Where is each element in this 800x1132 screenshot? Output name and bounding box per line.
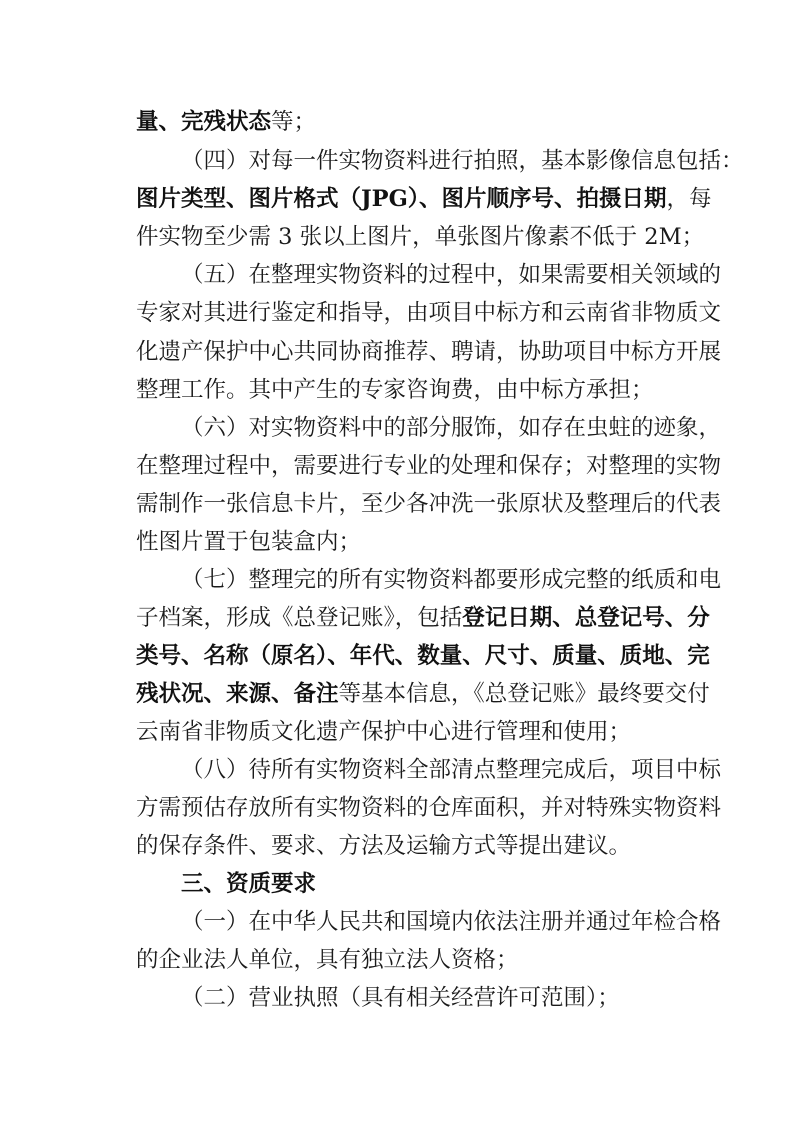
- line-p8-1: （八）待所有实物资料全部清点整理完成后，项目中标: [181, 757, 722, 783]
- line-p7-3: 类号、名称（原名）、年代、数量、尺寸、质量、质地、完: [136, 643, 710, 669]
- line-q2-1: （二）营业执照（具有相关经营许可范围）；: [181, 985, 620, 1011]
- line-p6-1: （六）对实物资料中的部分服饰，如存在虫蛀的迹象，: [181, 415, 722, 441]
- section-heading-qualifications: 三、资质要求: [181, 871, 317, 897]
- line-p6-4: 性图片置于包装盒内；: [136, 529, 362, 555]
- line-p7-2: 子档案，形成《总登记账》，包括登记日期、总登记号、分: [136, 605, 710, 631]
- line-p4-1: （四）对每一件实物资料进行拍照，基本影像信息包括：: [181, 148, 744, 174]
- line-p4-2: 图片类型、图片格式（JPG）、图片顺序号、拍摄日期，每: [136, 186, 712, 212]
- line-p4-3: 件实物至少需 3 张以上图片，单张图片像素不低于 2M；: [136, 224, 705, 250]
- line-p6-2: 在整理过程中，需要进行专业的处理和保存；对整理的实物: [136, 453, 722, 479]
- line-p5-1: （五）在整理实物资料的过程中，如果需要相关领域的: [181, 262, 722, 288]
- line-p5-2: 专家对其进行鉴定和指导，由项目中标方和云南省非物质文: [136, 300, 722, 326]
- line-p7-1: （七）整理完的所有实物资料都要形成完整的纸质和电: [181, 567, 722, 593]
- line-p7-4: 残状况、来源、备注等基本信息，《总登记账》最终要交付: [136, 681, 710, 707]
- line-q1-1: （一）在中华人民共和国境内依法注册并通过年检合格: [181, 909, 722, 935]
- line-p6-3: 需制作一张信息卡片，至少各冲洗一张原状及整理后的代表: [136, 491, 722, 517]
- line-p8-3: 的保存条件、要求、方法及运输方式等提出建议。: [136, 833, 632, 859]
- line-q1-2: 的企业法人单位，具有独立法人资格；: [136, 947, 519, 973]
- line-p5-4: 整理工作。其中产生的专家咨询费，由中标方承担；: [136, 377, 654, 403]
- line-p8-2: 方需预估存放所有实物资料的仓库面积，并对特殊实物资料: [136, 795, 722, 821]
- line-p0-1: 量、完残状态等；: [136, 109, 317, 135]
- line-p5-3: 化遗产保护中心共同协商推荐、聘请，协助项目中标方开展: [136, 339, 722, 365]
- line-p7-5: 云南省非物质文化遗产保护中心进行管理和使用；: [136, 719, 632, 745]
